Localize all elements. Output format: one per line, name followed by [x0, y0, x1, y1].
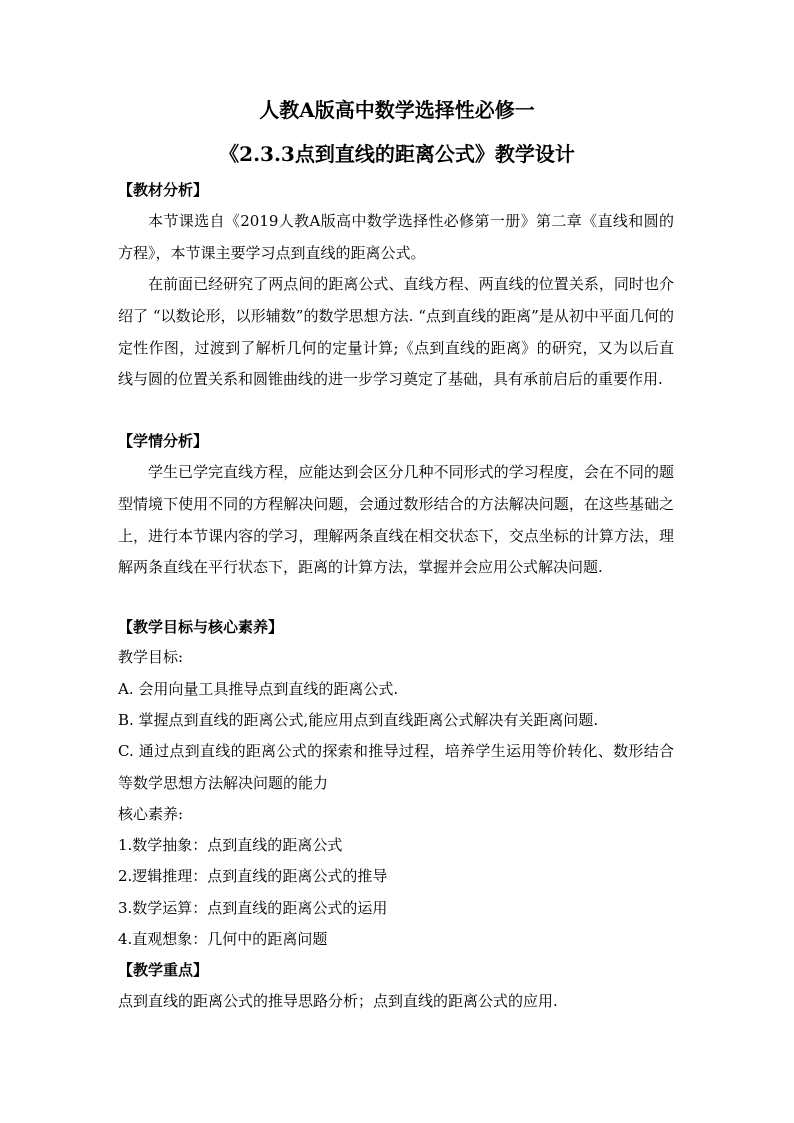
goal-c: C. 通过点到直线的距离公式的探索和推导过程，培养学生运用等价转化、数形结合等数学思想方法解决问题的能力	[118, 742, 674, 792]
core-item-1: 1.数学抽象：点到直线的距离公式	[118, 836, 343, 854]
core-item-2: 2.逻辑推理：点到直线的距离公式的推导	[118, 867, 388, 885]
document-title-line2: 《2.3.3点到直线的距离公式》教学设计	[219, 142, 575, 166]
core-label: 核心素养:	[118, 805, 184, 823]
textbook-analysis-paragraph-2: 在前面已经研究了两点间的距离公式、直线方程、两直线的位置关系，同时也介绍了 “以数论形，以形辅数”的数学思想方法. “点到直线的距离”是从初中平面几何的定性作图，过渡到了解析几何的定量计算;《点到直线的距离》的研究，又为以后直线与圆的位置关系和圆锥曲线的进一步学习奠定了基础，具有承前启后的重要作用.	[118, 275, 674, 389]
core-item-3: 3.数学运算：点到直线的距离公式的运用	[118, 899, 388, 917]
document-title-line1: 人教A版高中数学选择性必修一	[259, 98, 535, 122]
goal-a: A. 会用向量工具推导点到直线的距离公式.	[118, 680, 399, 698]
section-heading-learner-analysis: 【学情分析】	[118, 432, 209, 450]
section-heading-goals: 【教学目标与核心素养】	[118, 618, 284, 636]
key-points-text: 点到直线的距离公式的推导思路分析；点到直线的距离公式的应用.	[118, 992, 558, 1010]
section-heading-key-points: 【教学重点】	[118, 961, 209, 979]
core-item-4: 4.直观想象：几何中的距离问题	[118, 930, 328, 948]
textbook-analysis-paragraph-1: 本节课选自《2019人教A版高中数学选择性必修第一册》第二章《直线和圆的方程》，本节课主要学习点到直线的距离公式。	[118, 212, 674, 262]
goals-label: 教学目标:	[118, 648, 184, 666]
goal-b: B. 掌握点到直线的距离公式,能应用点到直线距离公式解决有关距离问题.	[118, 711, 599, 729]
section-heading-textbook-analysis: 【教材分析】	[118, 181, 209, 199]
learner-analysis-paragraph: 学生已学完直线方程，应能达到会区分几种不同形式的学习程度，会在不同的题型情境下使用不同的方程解决问题，会通过数形结合的方法解决问题，在这些基础之上，进行本节课内容的学习，理解两条直线在相交状态下，交点坐标的计算方法，理解两条直线在平行状态下，距离的计算方法，掌握并会应用公式解决问题.	[118, 463, 674, 577]
